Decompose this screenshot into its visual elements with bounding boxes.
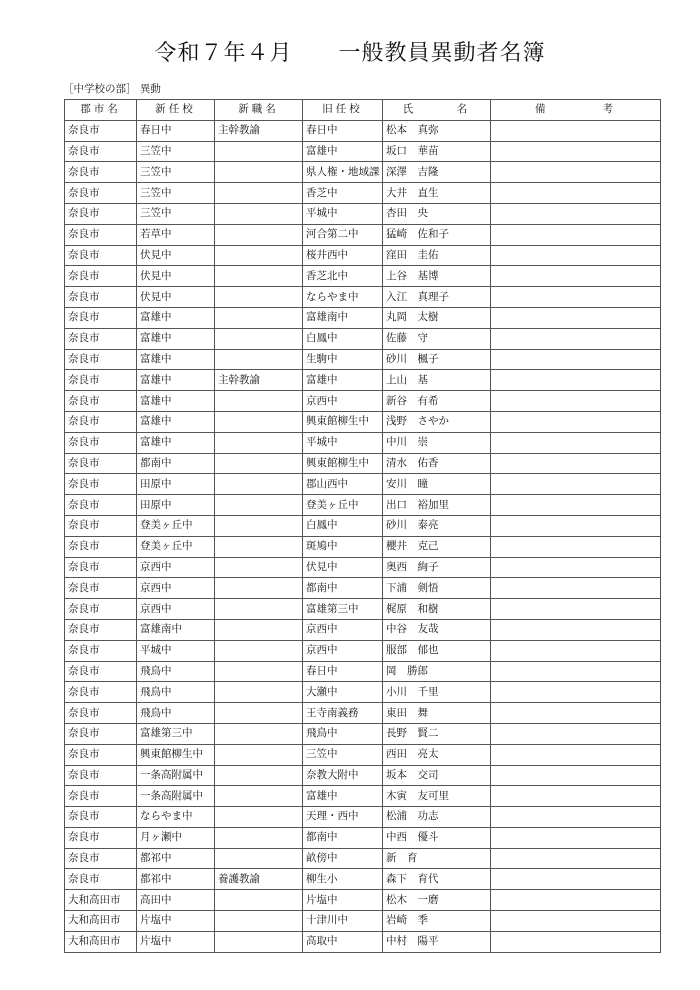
cell-new-position — [215, 224, 303, 245]
cell-new-school: 富雄中 — [137, 349, 215, 370]
cell-new-school: 登美ヶ丘中 — [137, 536, 215, 557]
cell-name: 坂本 交司 — [383, 765, 491, 786]
cell-new-position — [215, 266, 303, 287]
cell-ward: 奈良市 — [65, 807, 137, 828]
cell-old-school: 飛鳥中 — [303, 723, 383, 744]
cell-new-school: 伏見中 — [137, 245, 215, 266]
table-row — [65, 287, 661, 308]
cell-new-school: ならやま中 — [137, 807, 215, 828]
cell-old-school: 伏見中 — [303, 557, 383, 578]
table-header-row — [65, 100, 661, 121]
table-row — [65, 370, 661, 391]
cell-notes — [491, 723, 661, 744]
cell-old-school: 富雄中 — [303, 370, 383, 391]
cell-name: 櫻井 克己 — [383, 536, 491, 557]
cell-name: 新谷 有希 — [383, 391, 491, 412]
cell-new-school: 春日中 — [137, 120, 215, 141]
table-row — [65, 931, 661, 952]
cell-old-school: 春日中 — [303, 120, 383, 141]
cell-name: 下浦 剣悟 — [383, 578, 491, 599]
cell-new-school: 飛鳥中 — [137, 661, 215, 682]
cell-notes — [491, 495, 661, 516]
cell-name: 中川 崇 — [383, 432, 491, 453]
header-old-school: 旧任校 — [303, 100, 383, 121]
cell-notes — [491, 786, 661, 807]
cell-new-school: 片塩中 — [137, 931, 215, 952]
table-row — [65, 723, 661, 744]
cell-new-position — [215, 536, 303, 557]
cell-new-position — [215, 245, 303, 266]
table-row — [65, 890, 661, 911]
cell-new-school: 京西中 — [137, 557, 215, 578]
cell-ward: 奈良市 — [65, 765, 137, 786]
cell-new-school: 田原中 — [137, 495, 215, 516]
cell-name: 砂川 泰亮 — [383, 515, 491, 536]
table-row — [65, 203, 661, 224]
cell-name: 深澤 吉隆 — [383, 162, 491, 183]
table-row — [65, 349, 661, 370]
cell-new-school: 伏見中 — [137, 287, 215, 308]
cell-ward: 奈良市 — [65, 266, 137, 287]
page-title: 令和７年４月 一般教員異動者名簿 — [154, 41, 546, 66]
cell-ward: 奈良市 — [65, 391, 137, 412]
cell-new-school: 富雄中 — [137, 391, 215, 412]
cell-name: 上山 基 — [383, 370, 491, 391]
table-row — [65, 432, 661, 453]
cell-name: 岩崎 季 — [383, 911, 491, 932]
cell-new-position — [215, 744, 303, 765]
table-row — [65, 162, 661, 183]
cell-old-school: 郡山西中 — [303, 474, 383, 495]
cell-ward: 奈良市 — [65, 162, 137, 183]
cell-old-school: 天理・西中 — [303, 807, 383, 828]
cell-notes — [491, 370, 661, 391]
cell-new-school: 都祁中 — [137, 848, 215, 869]
cell-name: 清水 佑香 — [383, 453, 491, 474]
cell-name: 浅野 さやか — [383, 411, 491, 432]
cell-new-school: 登美ヶ丘中 — [137, 515, 215, 536]
cell-notes — [491, 827, 661, 848]
cell-ward: 奈良市 — [65, 599, 137, 620]
cell-notes — [491, 183, 661, 204]
cell-ward: 奈良市 — [65, 224, 137, 245]
cell-notes — [491, 557, 661, 578]
cell-ward: 奈良市 — [65, 848, 137, 869]
cell-new-position — [215, 640, 303, 661]
cell-new-school: 一条高附属中 — [137, 765, 215, 786]
cell-notes — [491, 869, 661, 890]
cell-notes — [491, 536, 661, 557]
table-row — [65, 557, 661, 578]
cell-name: 服部 郁也 — [383, 640, 491, 661]
cell-notes — [491, 807, 661, 828]
table-row — [65, 661, 661, 682]
cell-new-school: 伏見中 — [137, 266, 215, 287]
cell-ward: 奈良市 — [65, 495, 137, 516]
table-row — [65, 245, 661, 266]
cell-notes — [491, 848, 661, 869]
cell-new-school: 三笠中 — [137, 141, 215, 162]
cell-ward: 奈良市 — [65, 661, 137, 682]
cell-notes — [491, 661, 661, 682]
cell-old-school: 京西中 — [303, 619, 383, 640]
cell-notes — [491, 931, 661, 952]
cell-name: 坂口 華苗 — [383, 141, 491, 162]
cell-new-school: 高田中 — [137, 890, 215, 911]
cell-old-school: 富雄南中 — [303, 307, 383, 328]
cell-new-school: 富雄中 — [137, 370, 215, 391]
cell-new-position — [215, 682, 303, 703]
cell-notes — [491, 307, 661, 328]
cell-new-position — [215, 703, 303, 724]
cell-new-position — [215, 723, 303, 744]
cell-notes — [491, 287, 661, 308]
cell-notes — [491, 432, 661, 453]
cell-ward: 奈良市 — [65, 869, 137, 890]
table-row — [65, 141, 661, 162]
cell-name: 西田 亮太 — [383, 744, 491, 765]
cell-new-position — [215, 848, 303, 869]
cell-old-school: 白鳳中 — [303, 515, 383, 536]
cell-new-school: 富雄第三中 — [137, 723, 215, 744]
cell-new-school: 片塩中 — [137, 911, 215, 932]
cell-new-position — [215, 515, 303, 536]
table-row — [65, 183, 661, 204]
cell-ward: 奈良市 — [65, 515, 137, 536]
cell-ward: 奈良市 — [65, 141, 137, 162]
table-row — [65, 599, 661, 620]
cell-ward: 奈良市 — [65, 245, 137, 266]
cell-notes — [491, 578, 661, 599]
cell-new-position — [215, 432, 303, 453]
cell-new-position — [215, 807, 303, 828]
cell-old-school: 都南中 — [303, 827, 383, 848]
cell-name: 新 育 — [383, 848, 491, 869]
cell-old-school: 香芝北中 — [303, 266, 383, 287]
cell-ward: 奈良市 — [65, 453, 137, 474]
cell-new-position — [215, 474, 303, 495]
cell-name: 松浦 功志 — [383, 807, 491, 828]
cell-ward: 奈良市 — [65, 349, 137, 370]
cell-new-position — [215, 557, 303, 578]
cell-ward: 奈良市 — [65, 287, 137, 308]
cell-ward: 奈良市 — [65, 619, 137, 640]
cell-old-school: 春日中 — [303, 661, 383, 682]
cell-new-position — [215, 162, 303, 183]
cell-name: 入江 真理子 — [383, 287, 491, 308]
cell-ward: 奈良市 — [65, 370, 137, 391]
cell-new-position — [215, 453, 303, 474]
cell-ward: 奈良市 — [65, 744, 137, 765]
cell-notes — [491, 682, 661, 703]
cell-new-position: 養護教諭 — [215, 869, 303, 890]
table-row — [65, 744, 661, 765]
cell-notes — [491, 411, 661, 432]
table-row — [65, 640, 661, 661]
cell-old-school: 平城中 — [303, 203, 383, 224]
cell-name: 窪田 圭佑 — [383, 245, 491, 266]
cell-old-school: 京西中 — [303, 640, 383, 661]
cell-ward: 奈良市 — [65, 474, 137, 495]
cell-notes — [491, 245, 661, 266]
cell-new-school: 一条高附属中 — [137, 786, 215, 807]
cell-old-school: 京西中 — [303, 391, 383, 412]
table-row — [65, 682, 661, 703]
cell-new-school: 富雄中 — [137, 411, 215, 432]
cell-ward: 奈良市 — [65, 682, 137, 703]
cell-new-position — [215, 765, 303, 786]
cell-name: 中村 陽平 — [383, 931, 491, 952]
cell-ward: 奈良市 — [65, 536, 137, 557]
cell-new-position — [215, 911, 303, 932]
cell-ward: 大和高田市 — [65, 931, 137, 952]
cell-name: 中西 優斗 — [383, 827, 491, 848]
cell-name: 猛崎 佐和子 — [383, 224, 491, 245]
cell-name: 中谷 友哉 — [383, 619, 491, 640]
cell-notes — [491, 203, 661, 224]
cell-notes — [491, 765, 661, 786]
table-row — [65, 536, 661, 557]
cell-new-school: 京西中 — [137, 599, 215, 620]
cell-new-position — [215, 931, 303, 952]
cell-ward: 奈良市 — [65, 640, 137, 661]
cell-new-position — [215, 183, 303, 204]
cell-old-school: 大瀬中 — [303, 682, 383, 703]
table-row — [65, 807, 661, 828]
cell-notes — [491, 890, 661, 911]
cell-old-school: 生駒中 — [303, 349, 383, 370]
table-row — [65, 411, 661, 432]
cell-old-school: 香芝中 — [303, 183, 383, 204]
cell-old-school: 登美ヶ丘中 — [303, 495, 383, 516]
cell-notes — [491, 224, 661, 245]
cell-new-position — [215, 349, 303, 370]
cell-old-school: ならやま中 — [303, 287, 383, 308]
table-row — [65, 827, 661, 848]
cell-notes — [491, 349, 661, 370]
header-new-school: 新任校 — [137, 100, 215, 121]
cell-new-school: 三笠中 — [137, 162, 215, 183]
cell-name: 岡 勝郎 — [383, 661, 491, 682]
cell-new-school: 都祁中 — [137, 869, 215, 890]
cell-ward: 奈良市 — [65, 307, 137, 328]
cell-notes — [491, 640, 661, 661]
table-row — [65, 786, 661, 807]
cell-name: 丸岡 太樹 — [383, 307, 491, 328]
header-ward: 郡市名 — [65, 100, 137, 121]
table-row — [65, 765, 661, 786]
cell-new-position: 主幹教諭 — [215, 370, 303, 391]
cell-new-school: 京西中 — [137, 578, 215, 599]
cell-ward: 奈良市 — [65, 723, 137, 744]
cell-new-position — [215, 287, 303, 308]
cell-name: 小川 千里 — [383, 682, 491, 703]
cell-old-school: 柳生小 — [303, 869, 383, 890]
cell-name: 長野 賢二 — [383, 723, 491, 744]
cell-old-school: 富雄中 — [303, 786, 383, 807]
cell-old-school: 興東館柳生中 — [303, 453, 383, 474]
table-row — [65, 453, 661, 474]
cell-new-position — [215, 827, 303, 848]
cell-notes — [491, 911, 661, 932]
cell-old-school: 県人権・地域課 — [303, 162, 383, 183]
table-row — [65, 120, 661, 141]
cell-name: 東田 舞 — [383, 703, 491, 724]
cell-new-school: 富雄南中 — [137, 619, 215, 640]
cell-new-position — [215, 890, 303, 911]
table-row — [65, 224, 661, 245]
cell-old-school: 高取中 — [303, 931, 383, 952]
cell-ward: 奈良市 — [65, 411, 137, 432]
cell-old-school: 富雄中 — [303, 141, 383, 162]
cell-old-school: 富雄第三中 — [303, 599, 383, 620]
cell-name: 大井 直生 — [383, 183, 491, 204]
cell-notes — [491, 515, 661, 536]
cell-name: 杏田 央 — [383, 203, 491, 224]
cell-new-position — [215, 578, 303, 599]
cell-name: 木寅 友可里 — [383, 786, 491, 807]
cell-new-school: 飛鳥中 — [137, 703, 215, 724]
cell-name: 森下 育代 — [383, 869, 491, 890]
cell-notes — [491, 162, 661, 183]
header-name: 氏 名 — [383, 100, 491, 121]
cell-old-school: 都南中 — [303, 578, 383, 599]
cell-old-school: 桜井西中 — [303, 245, 383, 266]
cell-new-school: 若草中 — [137, 224, 215, 245]
cell-notes — [491, 141, 661, 162]
cell-ward: 奈良市 — [65, 557, 137, 578]
cell-ward: 奈良市 — [65, 183, 137, 204]
table-row — [65, 474, 661, 495]
cell-ward: 奈良市 — [65, 703, 137, 724]
cell-old-school: 河合第二中 — [303, 224, 383, 245]
table-row — [65, 391, 661, 412]
table-row — [65, 495, 661, 516]
cell-new-position — [215, 328, 303, 349]
table-row — [65, 328, 661, 349]
cell-new-position — [215, 661, 303, 682]
cell-new-position — [215, 141, 303, 162]
cell-notes — [491, 703, 661, 724]
cell-old-school: 十津川中 — [303, 911, 383, 932]
cell-name: 奥西 絢子 — [383, 557, 491, 578]
table-row — [65, 266, 661, 287]
cell-notes — [491, 120, 661, 141]
cell-notes — [491, 328, 661, 349]
cell-ward: 奈良市 — [65, 203, 137, 224]
cell-new-school: 月ヶ瀬中 — [137, 827, 215, 848]
cell-name: 松本 真弥 — [383, 120, 491, 141]
table-body — [65, 120, 661, 952]
cell-new-school: 三笠中 — [137, 183, 215, 204]
cell-new-position — [215, 619, 303, 640]
cell-old-school: 王寺南義務 — [303, 703, 383, 724]
cell-notes — [491, 744, 661, 765]
cell-new-position — [215, 786, 303, 807]
table-row — [65, 515, 661, 536]
header-new-position: 新職名 — [215, 100, 303, 121]
cell-name: 松木 一磨 — [383, 890, 491, 911]
cell-name: 砂川 楓子 — [383, 349, 491, 370]
cell-name: 梶原 和樹 — [383, 599, 491, 620]
cell-notes — [491, 391, 661, 412]
cell-notes — [491, 599, 661, 620]
cell-ward: 奈良市 — [65, 578, 137, 599]
cell-new-position — [215, 599, 303, 620]
cell-ward: 大和高田市 — [65, 911, 137, 932]
cell-notes — [491, 266, 661, 287]
cell-new-school: 田原中 — [137, 474, 215, 495]
cell-new-position: 主幹教諭 — [215, 120, 303, 141]
table-row — [65, 869, 661, 890]
cell-new-school: 富雄中 — [137, 328, 215, 349]
cell-new-position — [215, 391, 303, 412]
cell-old-school: 斑鳩中 — [303, 536, 383, 557]
table-row — [65, 911, 661, 932]
cell-notes — [491, 619, 661, 640]
cell-ward: 大和高田市 — [65, 890, 137, 911]
table-row — [65, 578, 661, 599]
cell-new-position — [215, 307, 303, 328]
cell-old-school: 三笠中 — [303, 744, 383, 765]
transfer-roster-table — [64, 99, 661, 953]
cell-ward: 奈良市 — [65, 786, 137, 807]
table-row — [65, 619, 661, 640]
cell-new-school: 三笠中 — [137, 203, 215, 224]
cell-new-position — [215, 411, 303, 432]
cell-new-school: 富雄中 — [137, 307, 215, 328]
cell-notes — [491, 474, 661, 495]
cell-name: 佐藤 守 — [383, 328, 491, 349]
cell-notes — [491, 453, 661, 474]
cell-name: 安川 瞳 — [383, 474, 491, 495]
cell-name: 出口 裕加里 — [383, 495, 491, 516]
table-row — [65, 307, 661, 328]
cell-ward: 奈良市 — [65, 827, 137, 848]
table-row — [65, 703, 661, 724]
table-row — [65, 848, 661, 869]
cell-new-school: 興東館柳生中 — [137, 744, 215, 765]
cell-old-school: 奈教大附中 — [303, 765, 383, 786]
cell-old-school: 片塩中 — [303, 890, 383, 911]
cell-new-school: 飛鳥中 — [137, 682, 215, 703]
cell-new-position — [215, 495, 303, 516]
cell-name: 上谷 基博 — [383, 266, 491, 287]
cell-new-school: 富雄中 — [137, 432, 215, 453]
cell-new-school: 平城中 — [137, 640, 215, 661]
section-label: ［中学校の部］ 異動 — [63, 83, 161, 95]
cell-old-school: 平城中 — [303, 432, 383, 453]
cell-ward: 奈良市 — [65, 120, 137, 141]
cell-new-school: 都南中 — [137, 453, 215, 474]
cell-ward: 奈良市 — [65, 328, 137, 349]
cell-old-school: 畝傍中 — [303, 848, 383, 869]
cell-old-school: 興東館柳生中 — [303, 411, 383, 432]
cell-old-school: 白鳳中 — [303, 328, 383, 349]
header-notes: 備 考 — [491, 100, 661, 121]
cell-new-position — [215, 203, 303, 224]
cell-ward: 奈良市 — [65, 432, 137, 453]
